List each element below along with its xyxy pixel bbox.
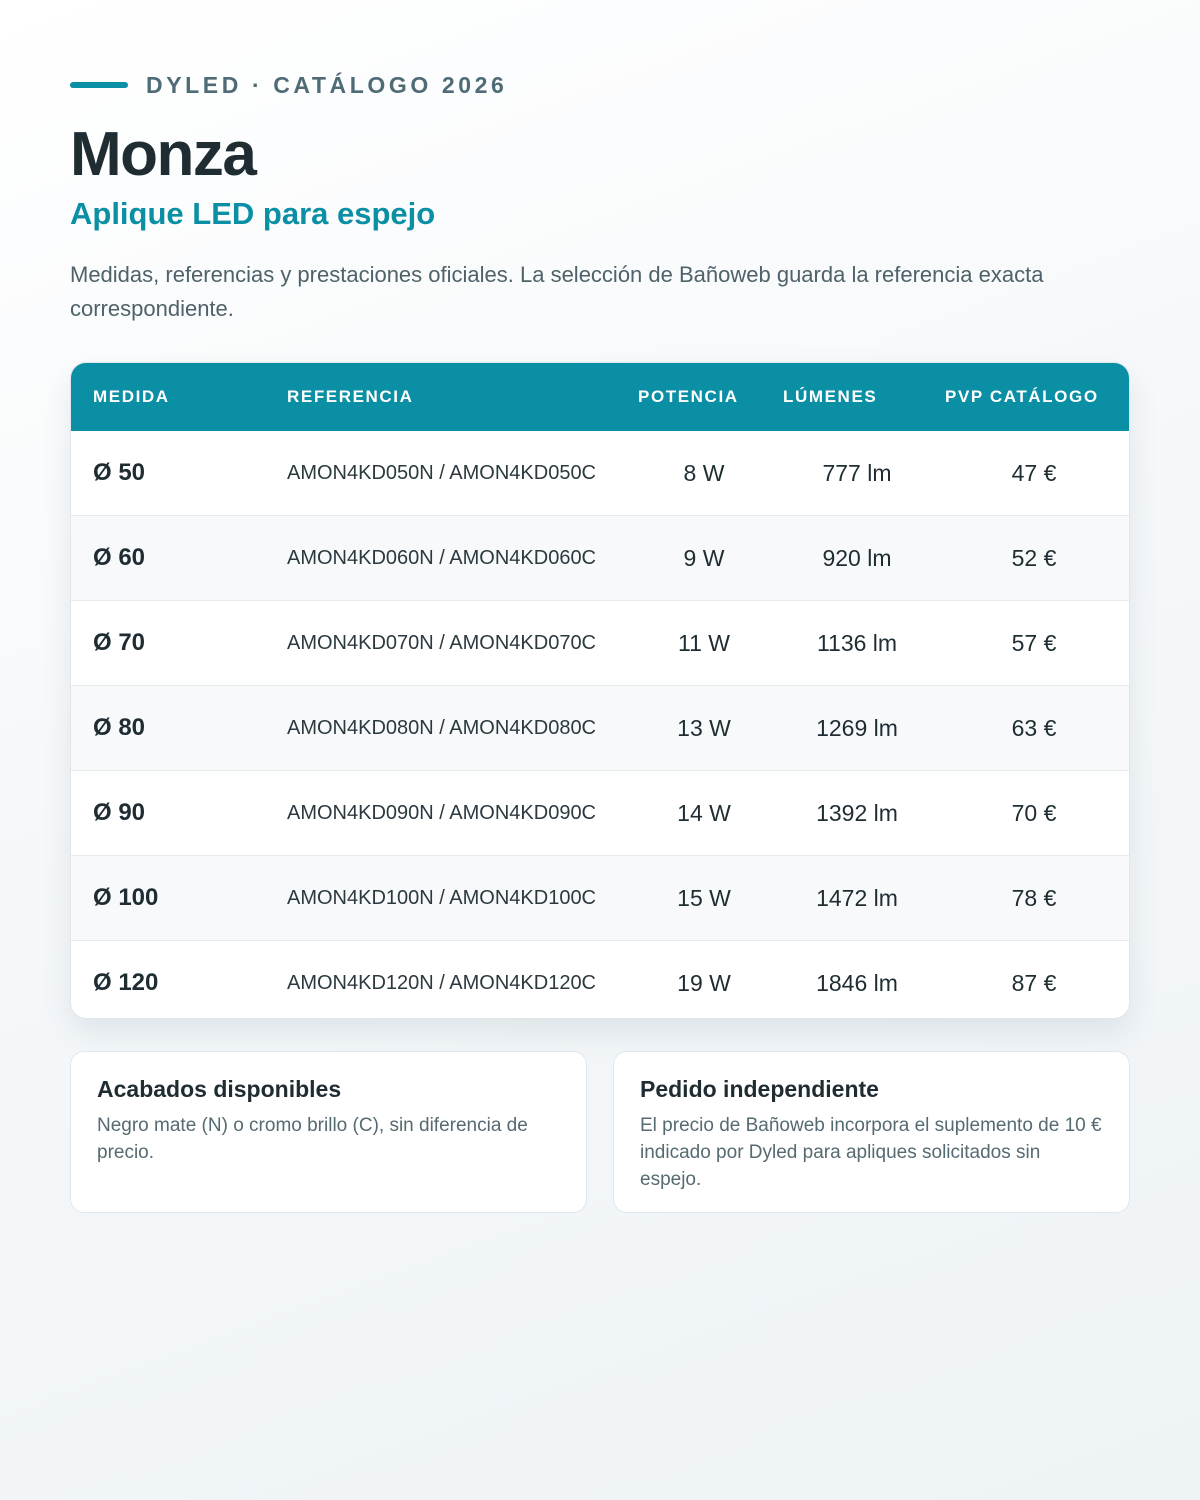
cell-pvp: 78 €: [1011, 884, 1057, 911]
cell-referencia: AMON4KD120N / AMON4KD120C: [287, 971, 597, 994]
cell-pvp: 70 €: [1011, 799, 1057, 826]
cell-medida: Ø 80: [93, 714, 146, 741]
cell-medida: Ø 70: [93, 629, 146, 656]
cell-lumenes: 1846 lm: [816, 969, 898, 996]
cell-pvp: 63 €: [1011, 714, 1057, 741]
cell-pvp: 47 €: [1011, 459, 1057, 486]
col-header-referencia: REFERENCIA: [287, 387, 414, 406]
accent-bar: [70, 82, 128, 88]
cell-referencia: AMON4KD070N / AMON4KD070C: [287, 631, 597, 654]
table-body: [71, 431, 1129, 1019]
cell-referencia: AMON4KD100N / AMON4KD100C: [287, 886, 597, 909]
col-header-medida: MEDIDA: [93, 387, 170, 406]
cell-potencia: 11 W: [678, 629, 730, 656]
note-card-acabados: [70, 1051, 587, 1213]
cell-pvp: 57 €: [1011, 629, 1057, 656]
cell-lumenes: 920 lm: [822, 544, 892, 571]
eyebrow-text: DYLED · CATÁLOGO 2026: [146, 71, 508, 98]
cell-lumenes: 1392 lm: [816, 799, 898, 826]
note-text: El precio de Bañoweb incorpora el suplemento de 10 € indicado por Dyled para apliques solicitados sin espejo.: [640, 1115, 1102, 1190]
cell-potencia: 14 W: [677, 799, 731, 826]
cell-medida: Ø 100: [93, 884, 159, 911]
table-row: [71, 431, 1129, 515]
table-row: [71, 770, 1129, 855]
spec-table: [70, 362, 1130, 1019]
cell-potencia: 15 W: [677, 884, 731, 911]
col-header-pvp: PVP CATÁLOGO: [945, 387, 1099, 406]
note-card-pedido: [613, 1051, 1130, 1213]
cell-potencia: 9 W: [683, 544, 725, 571]
cell-referencia: AMON4KD050N / AMON4KD050C: [287, 461, 597, 484]
table-row: [71, 515, 1129, 600]
cell-medida: Ø 90: [93, 799, 146, 826]
cell-lumenes: 1136 lm: [816, 629, 898, 656]
cell-potencia: 8 W: [683, 459, 725, 486]
col-header-potencia: POTENCIA: [638, 387, 739, 406]
intro-text: Medidas, referencias y prestaciones oficiales. La selección de Bañoweb guarda la referencia exacta correspondiente.: [70, 262, 1044, 321]
cell-pvp: 87 €: [1011, 969, 1057, 996]
notes-section: [70, 1051, 1130, 1213]
note-title: Pedido independiente: [640, 1076, 879, 1102]
cell-lumenes: 1472 lm: [816, 884, 898, 911]
cell-referencia: AMON4KD060N / AMON4KD060C: [287, 546, 597, 569]
cell-pvp: 52 €: [1011, 544, 1057, 571]
note-text: Negro mate (N) o cromo brillo (C), sin diferencia de precio.: [97, 1115, 528, 1163]
cell-medida: Ø 60: [93, 544, 146, 571]
table-row: [71, 685, 1129, 770]
cell-potencia: 19 W: [677, 969, 731, 996]
table-row: [71, 600, 1129, 685]
col-header-lumenes: LÚMENES: [783, 387, 878, 406]
cell-medida: Ø 120: [93, 969, 159, 996]
cell-lumenes: 1269 lm: [816, 714, 898, 741]
page-subtitle: Aplique LED para espejo: [70, 196, 436, 231]
table-header: [71, 363, 1129, 431]
eyebrow: [70, 70, 507, 100]
cell-referencia: AMON4KD080N / AMON4KD080C: [287, 716, 597, 739]
cell-potencia: 13 W: [677, 714, 731, 741]
cell-lumenes: 777 lm: [822, 459, 892, 486]
note-title: Acabados disponibles: [97, 1076, 342, 1102]
table-row: [71, 855, 1129, 940]
page-title: Monza: [70, 120, 256, 189]
table-row: [71, 940, 1129, 1019]
cell-referencia: AMON4KD090N / AMON4KD090C: [287, 801, 597, 824]
cell-medida: Ø 50: [93, 459, 146, 486]
